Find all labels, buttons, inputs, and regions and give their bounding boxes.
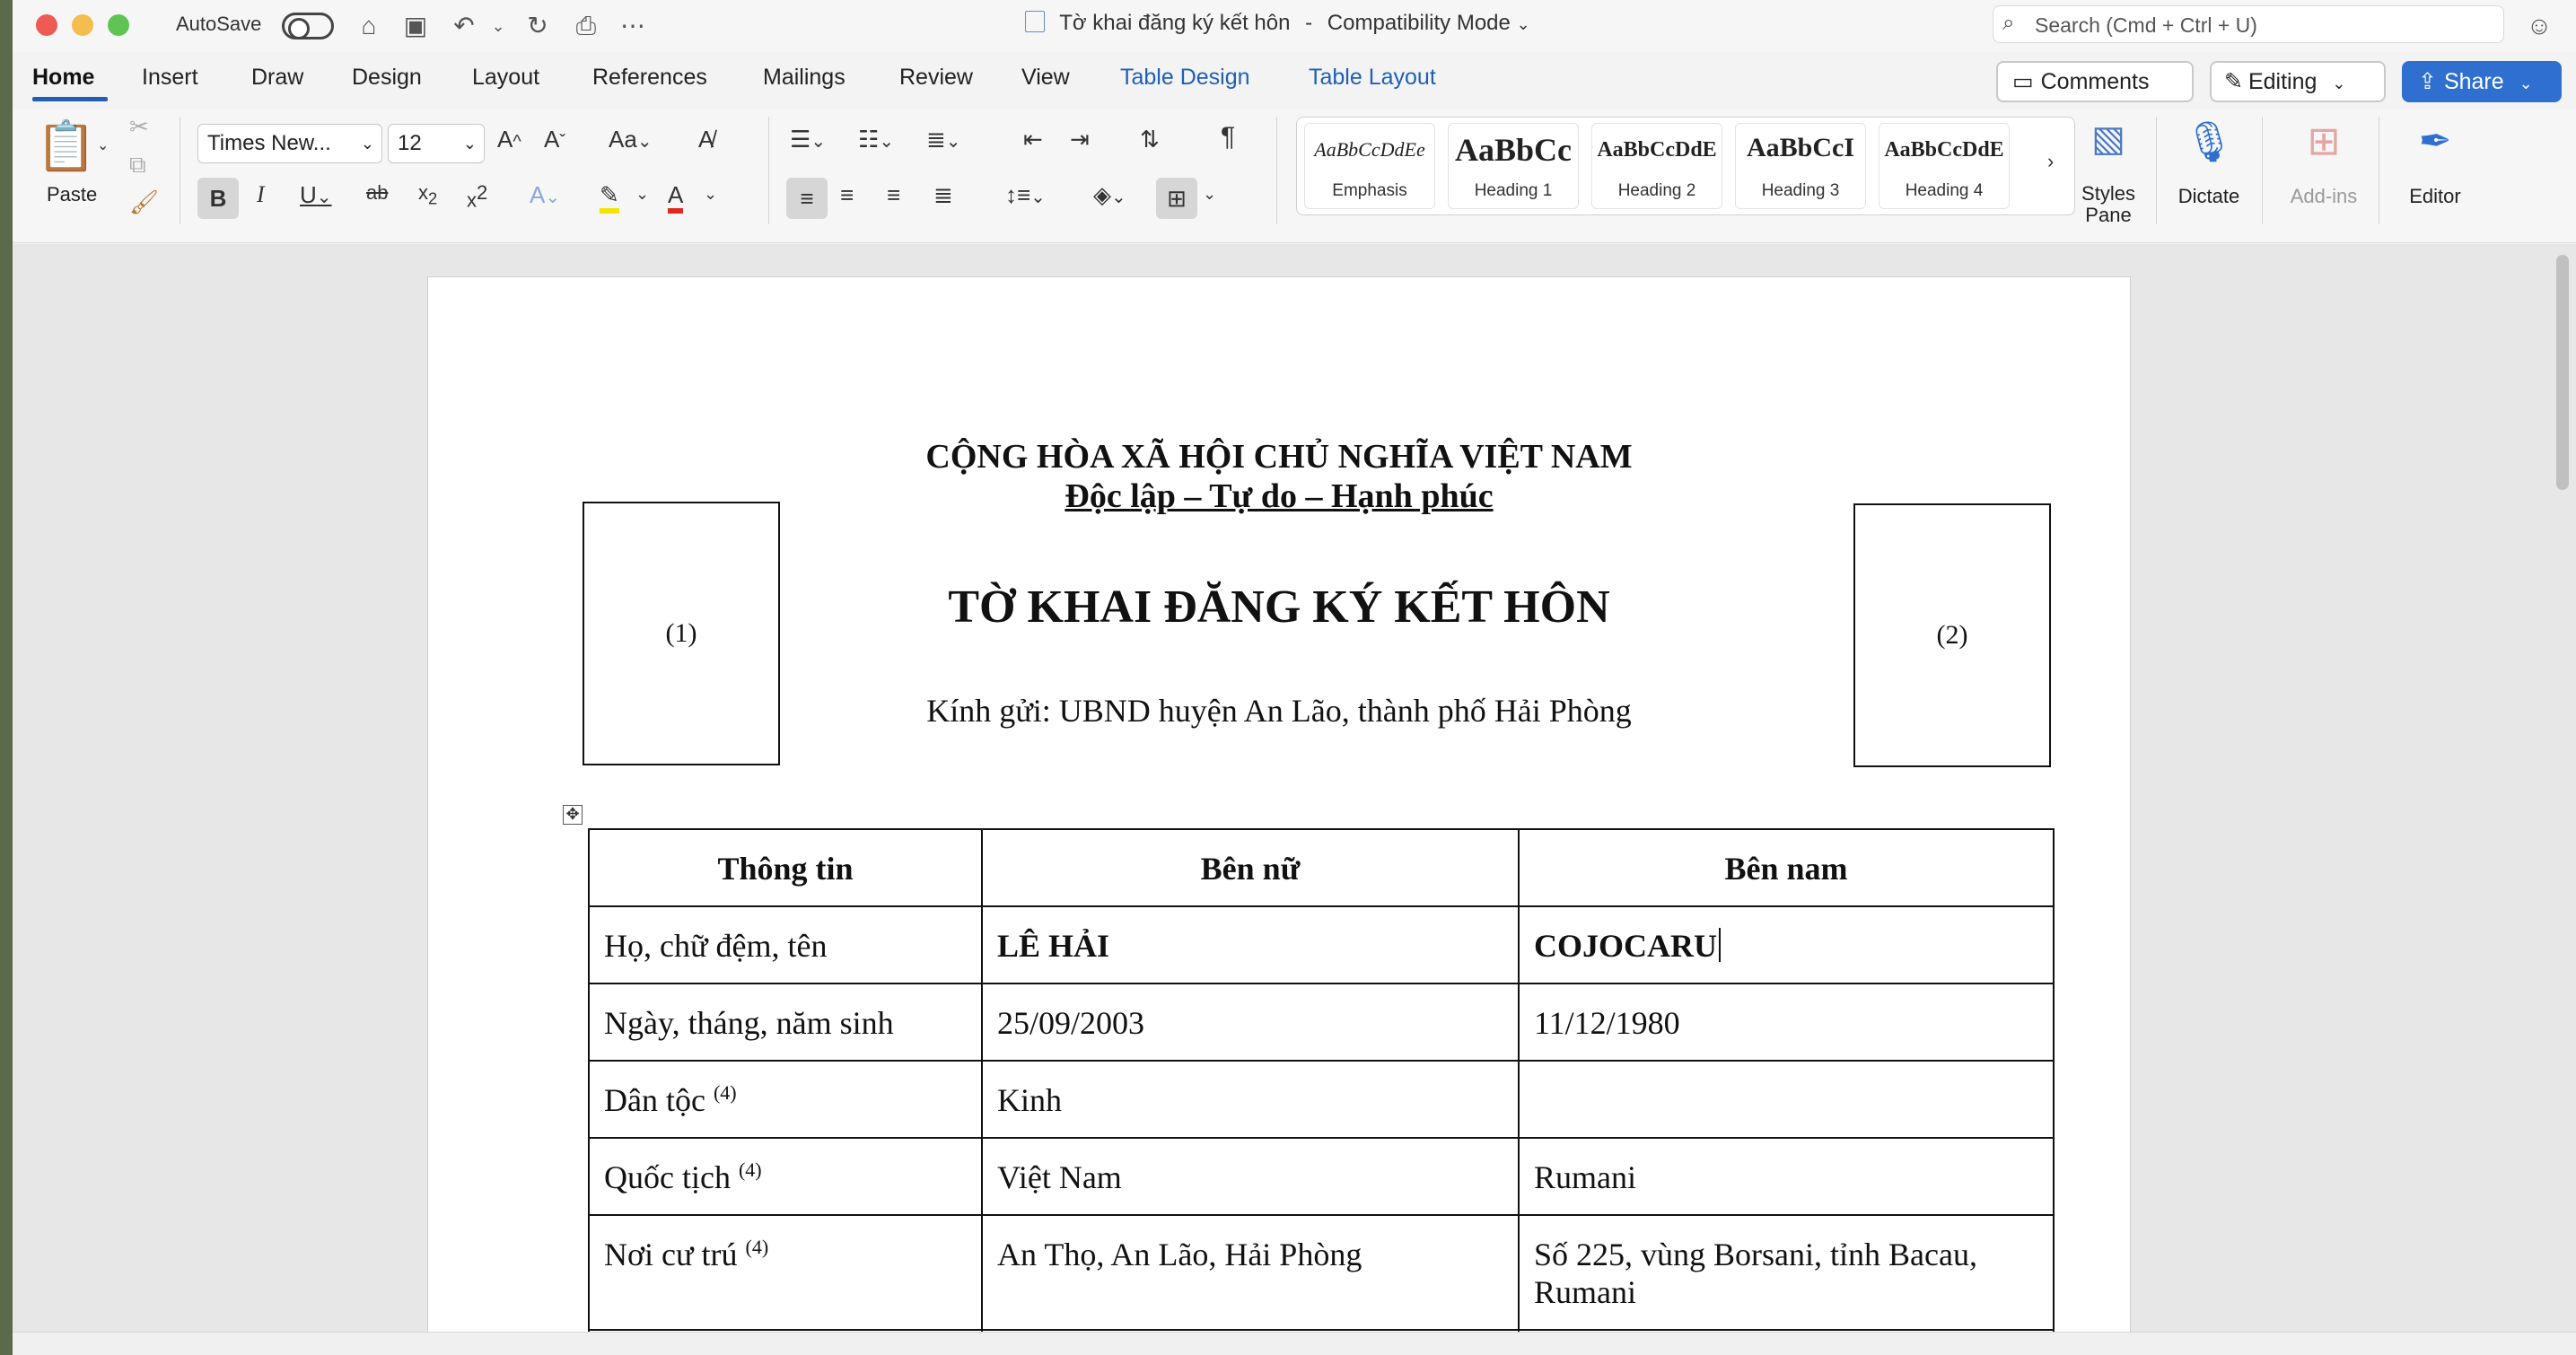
editor-icon[interactable]: ✒ (2418, 119, 2452, 163)
male-cell[interactable] (1519, 1138, 2054, 1215)
search-placeholder: Search (Cmd + Ctrl + U) (2035, 13, 2257, 37)
superscript-button[interactable]: $x^2$ (467, 181, 488, 212)
style-sample: AaBbCcDdE (1597, 138, 1717, 162)
redo-icon[interactable]: ↻ (527, 12, 548, 39)
tab-mailings[interactable]: Mailings (763, 65, 846, 90)
font-color-chevron-down-icon[interactable]: ⌄ (704, 185, 718, 203)
share-label: Share (2443, 69, 2504, 94)
shading-icon[interactable]: ◈⌄ (1093, 181, 1126, 208)
info-table (588, 828, 2055, 1355)
grow-font-icon[interactable]: A^ (497, 126, 521, 153)
share-chevron-down-icon: ⌄ (2519, 74, 2533, 92)
male-value: COJOCARU (1534, 928, 1717, 964)
photo-left-label: (1) (665, 618, 697, 648)
desktop-edge (0, 0, 13, 1355)
tab-insert[interactable]: Insert (142, 65, 198, 90)
font-name-combo[interactable] (197, 124, 382, 163)
table-header-row (589, 829, 2054, 906)
label-text: Quốc tịch (604, 1159, 731, 1195)
tab-table-layout[interactable]: Table Layout (1309, 65, 1436, 90)
female-value: An Thọ, An Lão, Hải Phòng (997, 1237, 1362, 1272)
male-cell[interactable] (1519, 906, 2054, 983)
bullets-icon[interactable]: ☰⌄ (790, 126, 827, 153)
label-cell[interactable] (589, 1061, 982, 1138)
editor-label[interactable]: Editor (2409, 185, 2461, 207)
footnote-ref: (4) (738, 1158, 762, 1181)
change-case-icon[interactable]: Aa⌄ (609, 126, 653, 153)
female-cell[interactable] (982, 906, 1519, 983)
search-icon: ⌕ (2002, 11, 2015, 35)
tab-review[interactable]: Review (899, 65, 973, 90)
addressee: Kính gửi: UBND huyện An Lão, thành phố Hải Phòng (926, 693, 1632, 729)
label-text: Họ, chữ đệm, tên (604, 928, 828, 964)
label-text: Dân tộc (604, 1082, 705, 1118)
table-row (589, 1215, 2054, 1330)
style-heading-1[interactable] (1448, 123, 1579, 209)
divider (1276, 117, 1277, 224)
home-ribbon (13, 109, 2576, 243)
word-doc-icon (1025, 11, 1045, 32)
tab-home[interactable]: Home (32, 65, 95, 90)
table-row (589, 1138, 2054, 1215)
female-cell[interactable] (982, 1138, 1519, 1215)
style-emphasis[interactable] (1304, 123, 1435, 209)
title-bar (13, 0, 2576, 52)
style-name: Heading 2 (1617, 181, 1696, 200)
female-cell[interactable] (982, 1061, 1519, 1138)
paste-clipboard-icon[interactable]: 📋 (36, 119, 97, 173)
comments-label: Comments (2040, 69, 2150, 94)
table-row (589, 906, 2054, 983)
female-value: LÊ HẢI (997, 928, 1110, 964)
minimize-window-button[interactable] (72, 14, 93, 36)
align-center-icon[interactable]: ≡ (840, 181, 854, 208)
style-sample: AaBbCcI (1746, 133, 1854, 162)
label-cell[interactable] (589, 983, 982, 1061)
font-size-combo[interactable] (388, 124, 485, 163)
divider (768, 117, 769, 224)
tab-draw[interactable]: Draw (251, 65, 304, 90)
male-cell[interactable] (1519, 1215, 2054, 1330)
style-name: Heading 4 (1905, 181, 1984, 200)
doc-title-text: Tờ khai đăng ký kết hôn (1059, 11, 1291, 35)
document-title[interactable] (1025, 11, 1530, 36)
highlight-color-icon[interactable]: ✎ (600, 181, 619, 214)
font-size-chevron-down-icon: ⌄ (462, 135, 477, 153)
male-value: 11/12/1980 (1534, 1005, 1680, 1041)
document-canvas[interactable] (13, 244, 2576, 1355)
copy-icon[interactable]: ⧉ (129, 151, 146, 178)
pencil-icon: ✎ (2224, 69, 2243, 94)
style-heading-4[interactable] (1879, 123, 2010, 209)
table-row (589, 983, 2054, 1061)
microphone-icon[interactable]: 🎙 (2184, 120, 2234, 164)
editing-chevron-down-icon: ⌄ (2332, 74, 2346, 92)
font-size-value: 12 (398, 131, 422, 155)
save-icon[interactable]: ▣ (403, 12, 428, 39)
ribbon-tabs (13, 52, 2576, 108)
align-left-icon[interactable]: ≡ (786, 178, 828, 219)
header-cell[interactable]: Thông tin (589, 829, 982, 906)
male-value: Rumani (1534, 1159, 1636, 1195)
style-name: Emphasis (1332, 181, 1407, 200)
justify-icon[interactable]: ≣ (933, 181, 953, 208)
text-cursor (1719, 928, 1721, 962)
autosave-label: AutoSave (176, 13, 262, 35)
national-title: CỘNG HÒA XÃ HỘI CHỦ NGHĨA VIỆT NAM (925, 438, 1633, 476)
style-sample: AaBbCc (1454, 132, 1572, 168)
label-text: Nơi cư trú (604, 1237, 738, 1272)
comment-icon: ▭ (2012, 69, 2034, 94)
borders-icon[interactable]: ⊞ (1156, 178, 1197, 219)
more-commands-icon[interactable]: ⋯ (620, 12, 645, 39)
shrink-font-icon[interactable]: Aˇ (544, 126, 566, 153)
divider (2262, 117, 2263, 224)
styles-pane-label[interactable]: Styles Pane (2081, 182, 2135, 226)
subscript-button[interactable]: $x_2$ (418, 181, 438, 208)
highlight-chevron-down-icon[interactable]: ⌄ (635, 185, 650, 203)
male-cell[interactable] (1519, 983, 2054, 1061)
document-page[interactable] (427, 276, 2131, 1355)
vertical-scrollbar[interactable] (2556, 255, 2569, 490)
cut-icon[interactable]: ✂ (129, 113, 149, 140)
font-name-value: Times New... (207, 131, 331, 155)
gallery-next-chevron-icon[interactable]: › (2047, 150, 2055, 172)
undo-dropdown-chevron-icon[interactable]: ⌄ (491, 17, 505, 35)
label-cell[interactable] (589, 1138, 982, 1215)
font-name-chevron-down-icon: ⌄ (360, 135, 374, 153)
styles-pane-icon[interactable]: ▧ (2091, 119, 2125, 159)
home-icon[interactable]: ⌂ (361, 12, 377, 39)
add-ins-label[interactable]: Add-ins (2290, 185, 2358, 207)
male-cell[interactable] (1519, 1061, 2054, 1138)
search-box[interactable] (1993, 5, 2504, 43)
numbering-icon[interactable]: ☷⌄ (858, 126, 895, 153)
clear-formatting-icon[interactable]: A̸ (698, 126, 714, 153)
dictate-label[interactable]: Dictate (2177, 185, 2240, 207)
font-color-icon[interactable]: A (668, 181, 683, 214)
text-effects-icon[interactable]: A⌄ (530, 181, 561, 208)
paste-label[interactable]: Paste (47, 183, 98, 205)
label-cell[interactable] (589, 906, 982, 983)
header-cell[interactable]: Bên nữ (982, 829, 1519, 906)
sort-icon[interactable]: ⇅ (1140, 126, 1160, 153)
style-heading-3[interactable] (1735, 123, 1866, 209)
status-bar (13, 1332, 2576, 1355)
bold-button[interactable]: B (197, 178, 239, 219)
style-name: Heading 3 (1761, 181, 1840, 200)
italic-button[interactable]: I (257, 181, 265, 207)
table-move-handle-icon[interactable]: ✥ (563, 805, 583, 825)
style-sample: AaBbCcDdEe (1314, 138, 1425, 161)
tab-references[interactable]: References (592, 65, 707, 90)
word-window (13, 0, 2576, 1355)
tab-layout[interactable]: Layout (472, 65, 540, 90)
active-tab-indicator (32, 97, 108, 101)
underline-button[interactable]: U⌄ (300, 181, 332, 208)
photo-right-label: (2) (1936, 620, 1968, 650)
tab-table-design[interactable]: Table Design (1120, 65, 1250, 90)
add-ins-icon[interactable]: ⊞ (2307, 119, 2341, 163)
strikethrough-button[interactable]: ab (366, 181, 389, 204)
format-painter-icon[interactable]: 🖌 (129, 188, 160, 215)
decrease-indent-icon[interactable]: ⇤ (1023, 126, 1043, 153)
autosave-toggle[interactable] (282, 13, 334, 39)
line-spacing-icon[interactable]: ↕≡⌄ (1005, 181, 1046, 208)
divider (2156, 117, 2157, 224)
footnote-ref: (4) (713, 1081, 737, 1104)
female-value: Kinh (997, 1082, 1062, 1118)
close-window-button[interactable] (36, 14, 57, 36)
comments-button[interactable] (1996, 61, 2194, 102)
header-cell[interactable]: Bên nam (1519, 829, 2054, 906)
male-value: Số 225, vùng Borsani, tỉnh Bacau, Rumani (1534, 1237, 1977, 1310)
paste-chevron-down-icon[interactable]: ⌄ (97, 138, 110, 153)
show-formatting-marks-icon[interactable]: ¶ (1221, 122, 1236, 152)
tab-view[interactable]: View (1021, 65, 1070, 90)
share-button[interactable] (2402, 61, 2562, 102)
style-heading-2[interactable] (1591, 123, 1722, 209)
multilevel-list-icon[interactable]: ≣⌄ (926, 126, 961, 153)
zoom-window-button[interactable] (108, 14, 129, 36)
style-name: Heading 1 (1474, 181, 1553, 200)
female-value: Việt Nam (997, 1159, 1122, 1195)
female-value: 25/09/2003 (997, 1005, 1145, 1041)
share-icon: ⇪ (2418, 69, 2437, 94)
female-cell[interactable] (982, 1215, 1519, 1330)
compatibility-mode-text: Compatibility Mode (1327, 11, 1511, 35)
styles-gallery (1296, 117, 2075, 215)
label-cell[interactable] (589, 1215, 982, 1330)
footnote-ref: (4) (745, 1236, 769, 1258)
editing-mode-button[interactable] (2210, 61, 2386, 102)
form-title: TỜ KHAI ĐĂNG KÝ KẾT HÔN (948, 581, 1610, 633)
increase-indent-icon[interactable]: ⇥ (1070, 126, 1090, 153)
label-text: Ngày, tháng, năm sinh (604, 1005, 894, 1041)
tab-design[interactable]: Design (352, 65, 422, 90)
account-icon[interactable]: ☺ (2526, 12, 2553, 39)
title-chevron-down-icon: ⌄ (1516, 15, 1530, 33)
female-cell[interactable] (982, 983, 1519, 1061)
undo-icon[interactable]: ↶ (453, 12, 475, 39)
editing-label: Editing (2247, 69, 2318, 94)
title-separator: - (1305, 11, 1313, 35)
style-sample: AaBbCcDdE (1884, 138, 2004, 162)
motto-text: Độc lập – Tự do – Hạnh phúc (1065, 477, 1494, 515)
align-right-icon[interactable]: ≡ (887, 181, 901, 208)
print-icon[interactable]: ⎙ (575, 12, 597, 39)
borders-chevron-down-icon[interactable]: ⌄ (1203, 185, 1217, 203)
table-row (589, 1061, 2054, 1138)
